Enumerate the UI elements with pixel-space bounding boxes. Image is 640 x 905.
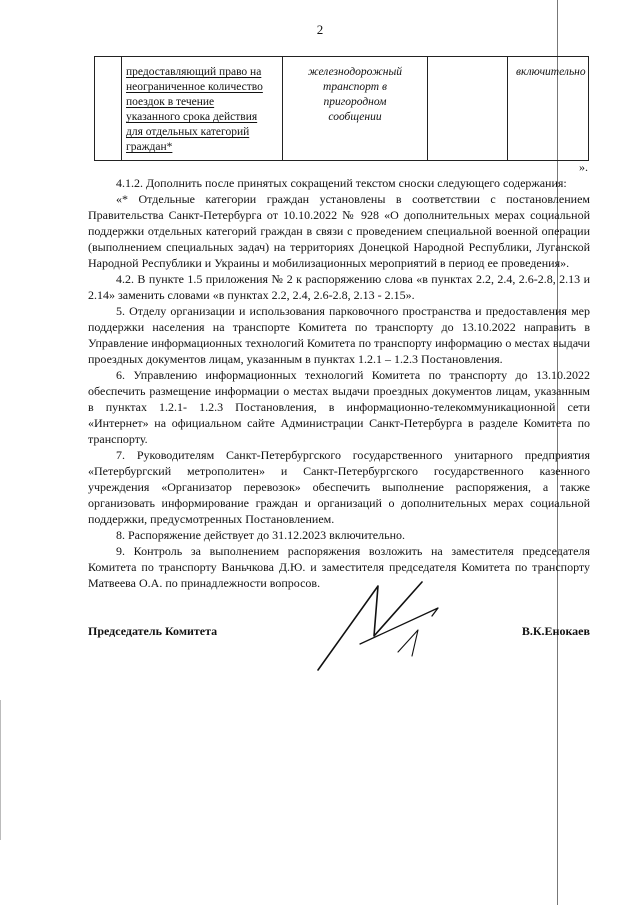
table-cell-number — [94, 57, 121, 160]
description-line: граждан* — [126, 141, 173, 153]
paragraph-8: 8. Распоряжение действует до 31.12.2023 включительно. — [116, 528, 405, 542]
signatory-title: Председатель Комитета — [88, 624, 218, 638]
paragraph-footnote: «* Отдельные категории граждан установлены в соответствии с постановлением Правительства Санкт-Петербурга от 10.10.2022 № 928 «О дополнительных мерах социальной поддержки отдельных категорий граждан в связи с проведением специальной военной операции (выполнением специальных задач) на территориях Донецкой Народной Республики, Луганской Народной Республики и Украины и мобилизационных мероприятий в период ее проведения». — [88, 192, 590, 270]
transport-line: сообщении — [328, 111, 382, 123]
description-line: для отдельных категорий — [126, 126, 250, 138]
scan-edge-mark — [0, 700, 1, 840]
paragraph-6: 6. Управлению информационных технологий Комитета по транспорту до 13.10.2022 обеспечить размещение информации о местах выдачи проездных документов лицам, указанным в пунктах 1.2.1- 1.2.3 Постановления, в информационно-телекоммуникационной сети «Интернет» на официальном сайте Администрации Санкт-Петербурга в разделе Комитета по транспорту. — [88, 368, 590, 446]
table-cell-validity — [507, 57, 589, 160]
description-line: предоставляющий право на — [126, 66, 262, 78]
paragraph-4-1-2: 4.1.2. Дополнить после принятых сокращений текстом сноски следующего содержания: — [116, 176, 567, 190]
transport-line: транспорт в — [323, 81, 387, 93]
description-line: неограниченное количество — [126, 81, 263, 93]
transport-line: железнодорожный — [307, 66, 403, 78]
signature-block — [88, 624, 590, 644]
continuation-table — [94, 56, 589, 161]
signatory-name: В.К.Енокаев — [521, 624, 590, 638]
table-cell-transport — [282, 57, 427, 160]
table-closing-quote: ». — [579, 160, 588, 174]
table-cell-empty — [427, 57, 507, 160]
validity-text: включительно — [516, 66, 586, 78]
paragraph-5: 5. Отделу организации и использования парковочного пространства и предоставления мер поддержки населения на транспорте Комитета по транспорту до 13.10.2022 направить в Управление информационных технологий Комитета по транспорту информацию о местах выдачи проездных документов лицам, указанным в пунктах 1.2.1 – 1.2.3 Постановления. — [88, 304, 590, 366]
table-cell-description — [121, 57, 282, 160]
paragraph-9: 9. Контроль за выполнением распоряжения возложить на заместителя председателя Комитета по транспорту Ваньчкова Д.Ю. и заместителя председателя Комитета по транспорту Матвеева О.А. по принадлежности вопросов. — [88, 544, 590, 590]
description-line: поездок в течение — [126, 96, 215, 108]
transport-line: пригородном — [323, 96, 387, 108]
page-number: 2 — [316, 22, 324, 37]
paragraph-7: 7. Руководителям Санкт-Петербургского государственного унитарного предприятия «Петербургский метрополитен» и Санкт-Петербургского государственного казенного учреждения «Организатор перевозок» обеспечить выполнение распоряжения, а также организовать информирование граждан и организаций о дополнительных мерах социальной поддержки, предусмотренных Постановлением. — [88, 448, 590, 526]
description-line: указанного срока действия — [126, 111, 258, 123]
paragraph-4-2: 4.2. В пункте 1.5 приложения № 2 к распоряжению слова «в пунктах 2.2, 2.4, 2.6-2.8, 2.13 и 2.14» заменить словами «в пунктах 2.2, 2.4, 2.6-2.8, 2.13 - 2.15». — [88, 272, 590, 302]
document-body — [88, 175, 590, 591]
